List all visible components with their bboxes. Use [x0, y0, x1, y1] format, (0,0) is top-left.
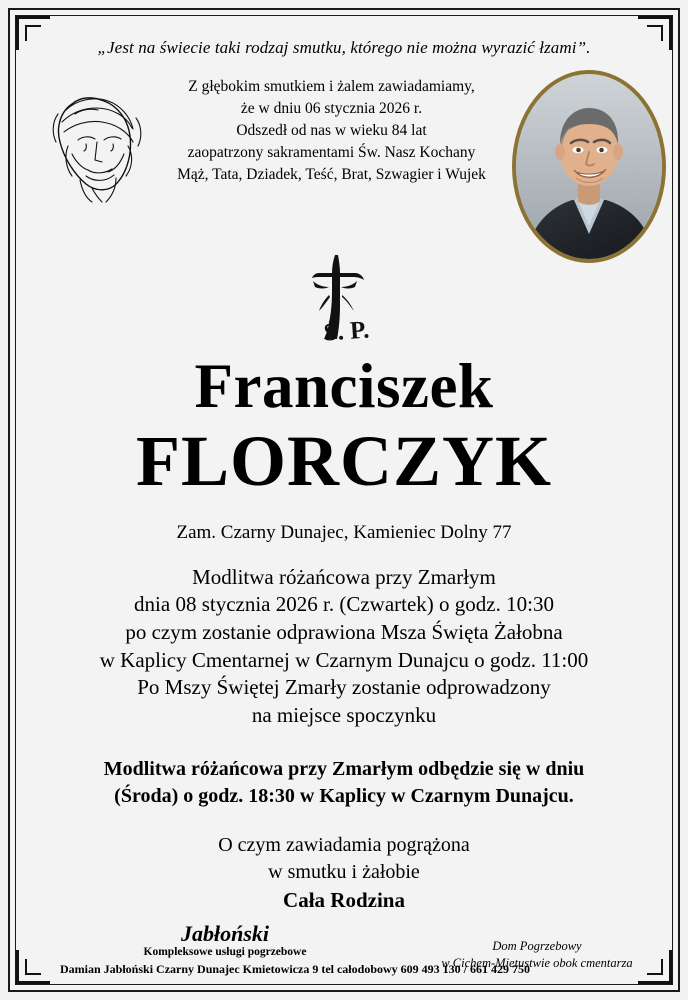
- intro-text-block: [157, 76, 506, 186]
- deceased-address: Zam. Czarny Dunajec, Kamieniec Dolny 77: [176, 521, 512, 543]
- closing-family: Cała Rodzina: [283, 887, 405, 912]
- intro-line-4: zaopatrzony sakramentami Św. Nasz Kochany: [187, 144, 476, 161]
- ceremony-line-1: Modlitwa różańcowa przy Zmarłym: [192, 564, 496, 589]
- location-line-2: w Cichem-Mietustwie obok cmentarza: [441, 956, 633, 971]
- closing-line-2: w smutku i żałobie: [268, 860, 420, 883]
- ceremony-line-2: dnia 08 stycznia 2026 r. (Czwartek) o godz. 10:30: [134, 592, 554, 617]
- intro-line-2: że w dniu 06 stycznia 2026 r.: [240, 100, 423, 117]
- ceremony-line-3: po czym zostanie odprawiona Msza Święta Żałobna: [125, 620, 563, 645]
- company-subtitle: Kompleksowe usługi pogrzebowe: [143, 945, 307, 958]
- top-section: [22, 70, 666, 245]
- company-contact: Damian Jabłoński Czarny Dunajec Kmietowicza 9 tel całodobowy 609 493 130 / 661 429 750: [60, 961, 530, 976]
- ceremony-details: [22, 564, 666, 730]
- intro-line-1: Z głębokim smutkiem i żalem zawiadamiamy,: [188, 78, 475, 95]
- closing-block: [22, 832, 666, 914]
- funeral-home-branding: [60, 920, 530, 976]
- rosary-line-2: (Środa) o godz. 18:30 w Kaplicy w Czarnym Dunajcu.: [114, 784, 574, 807]
- deceased-portrait-photo: [512, 70, 658, 255]
- company-name: Jabłoński: [180, 920, 270, 946]
- notice-content: [22, 22, 666, 980]
- deceased-last-name: FLORCZYK: [135, 421, 553, 501]
- footer: [30, 920, 658, 978]
- rosary-notice: [22, 756, 666, 810]
- funeral-home-location: [422, 938, 652, 972]
- location-line-1: Dom Pogrzebowy: [492, 939, 582, 954]
- epitaph-quote: „Jest na świecie taki rodzaj smutku, którego nie można wyrazić łzami”.: [97, 38, 591, 57]
- cross-label: Ś. P.: [322, 316, 371, 343]
- ceremony-line-5: Po Mszy Świętej Zmarły zostanie odprowadzony: [137, 675, 551, 700]
- intro-line-5: Mąż, Tata, Dziadek, Teść, Brat, Szwagier i Wujek: [177, 166, 486, 183]
- intro-line-3: Odszedł od nas w wieku 84 lat: [236, 122, 427, 139]
- portrait-oval-frame: [512, 70, 666, 263]
- ceremony-line-6: na miejsce spoczynku: [251, 703, 437, 728]
- rosary-line-1: Modlitwa różańcowa przy Zmarłym odbędzie się w dniu: [103, 757, 585, 780]
- outer-border-frame: [8, 8, 680, 992]
- closing-line-1: O czym zawiadamia pogrążona: [218, 833, 470, 856]
- ceremony-line-4: w Kaplicy Cmentarnej w Czarnym Dunajcu o godz. 11:00: [99, 647, 589, 672]
- christian-cross-icon: [22, 251, 666, 343]
- deceased-first-name: Franciszek: [194, 351, 494, 421]
- jesus-crown-of-thorns-icon: [42, 84, 152, 204]
